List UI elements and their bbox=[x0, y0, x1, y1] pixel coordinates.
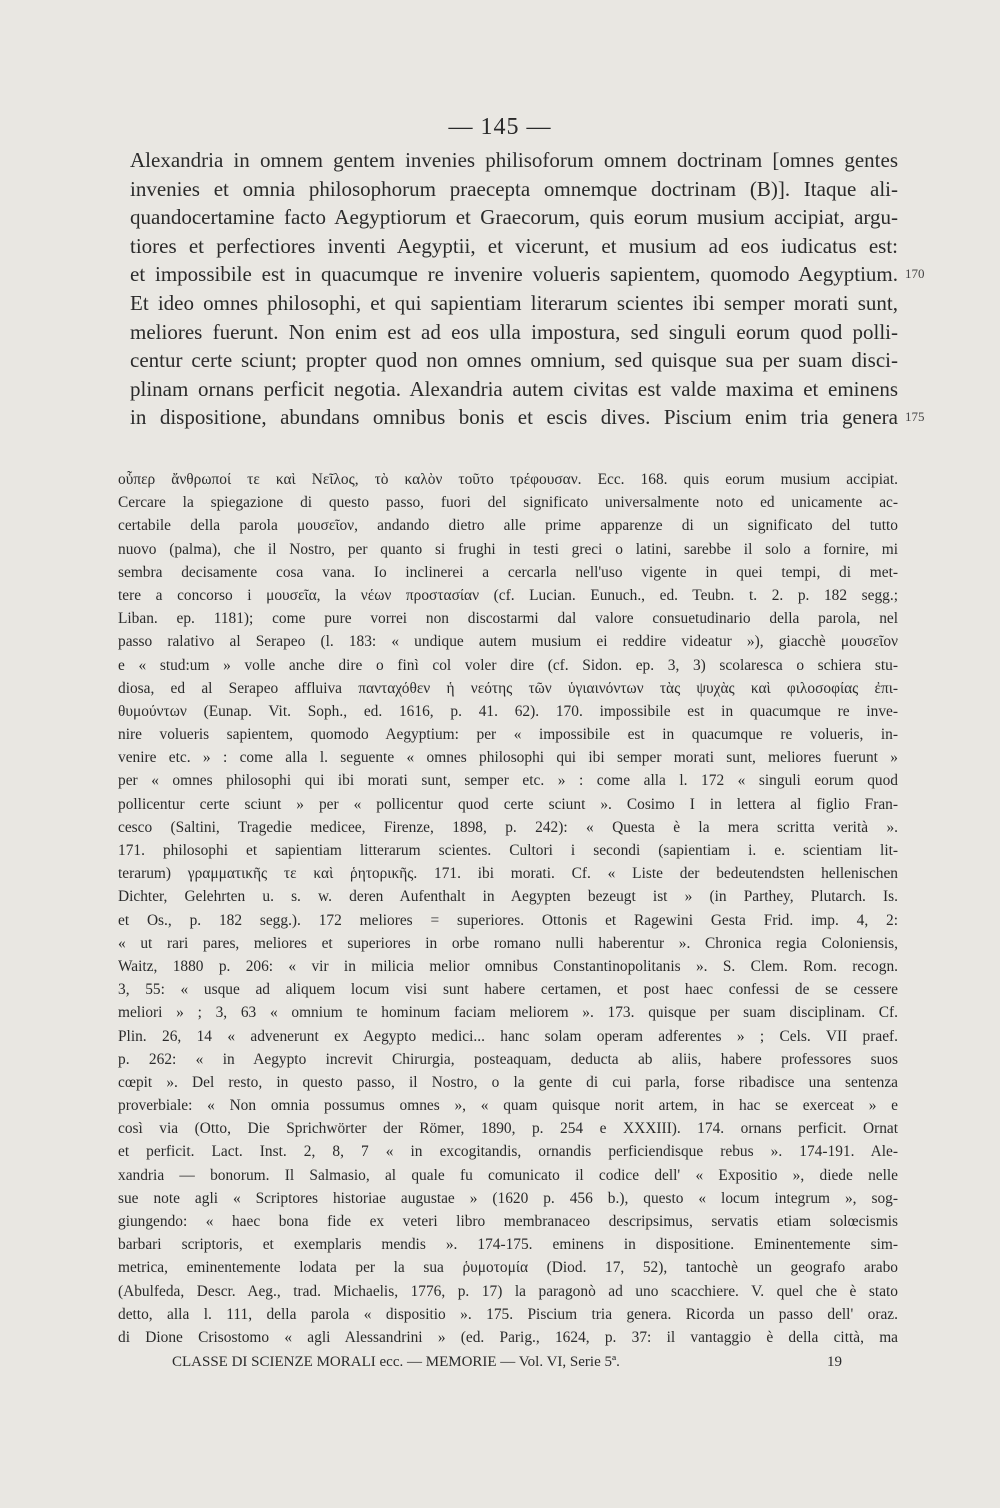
note-line: certabile della parola μουσεῖον, andando dietro alle prime apparenze di un significato del tutto bbox=[118, 517, 898, 535]
note-line: Waitz, 1880 p. 206: « vir in milicia melior omnibus Constantinopolitanis ». S. Clem. Rom. recogn. bbox=[118, 957, 898, 975]
note-line: p. 262: « in Aegypto increvit Chirurgia, posteaquam, deducta ab aliis, habere professores suos bbox=[118, 1050, 898, 1068]
note-line: « ut rari pares, meliores et superiores in orbe romano nulli haberentur ». Chronica regia Coloniensis, bbox=[118, 934, 898, 952]
note-line: e « stud:um » volle anche dire o finì col voler dire (cf. Sidon. ep. 3, 3) scolaresca o schiera stu- bbox=[118, 656, 898, 674]
commentary-notes bbox=[118, 468, 898, 1349]
main-text-line bbox=[130, 232, 898, 261]
note-line: proverbiale: « Non omnia possumus omnes », « quam quisque norit artem, in hac se exerceat » e bbox=[118, 1097, 898, 1115]
line-number: 175 bbox=[905, 409, 925, 425]
note-line: cœpit ». Del resto, in questo passo, il Nostro, o la gente di cui parla, forse ribadisce una sentenza bbox=[118, 1073, 898, 1091]
note-line: diosa, ed al Serapeo affluiva πανταχόθεν ἡ νεότης τῶν ὑγιαινόντων τὰς ψυχὰς καὶ φιλοσοφίας ἐπι- bbox=[118, 679, 898, 697]
note-line: sue note agli « Scriptores historiae augustae » (1620 p. 456 b.), questo « locum integrum », sog- bbox=[118, 1189, 898, 1207]
note-line: sembra decisamente cosa vana. Io inclinerei a cercarla nell'uso vigente in quei tempi, di met- bbox=[118, 563, 898, 581]
note-line: barbari scriptoris, et exemplaris mendis ». 174-175. eminens in dispositione. Eminentemente sim- bbox=[118, 1236, 898, 1254]
note-line: meliori » ; 3, 63 « omnium te hominum faciam meliorem ». 173. quisque per suam disciplinam. Cf. bbox=[118, 1004, 898, 1022]
note-line: (Abulfeda, Descr. Aeg., trad. Michaelis, 1776, p. 17) la paragonò ad uno scacchiere. V. quel che è stato bbox=[118, 1282, 898, 1300]
note-line: cesco (Saltini, Tragedie medicee, Firenze, 1898, p. 242): « Questa è la mera scritta verità ». bbox=[118, 818, 898, 836]
main-text-line-content: et impossibile est in quacumque re invenire volueris sapientem, quomodo Aegyptium. bbox=[130, 262, 898, 287]
note-line: passo ralativo al Serapeo (l. 183: « undique autem musium ei reddire videatur »), giacchè μουσεῖον bbox=[118, 633, 898, 651]
main-text-line bbox=[130, 260, 925, 289]
note-line: οὗπερ ἄνθρωποί τε καὶ Νεῖλος, τὸ καλὸν τοῦτο τρέφουσαν. Ecc. 168. quis eorum musium accipiat. bbox=[118, 471, 898, 488]
note-line: pollicentur certe sciunt » per « pollicentur quod certe sciunt ». Cosimo I in lettera al figlio Fran- bbox=[118, 795, 898, 813]
note-line: θυμούντων (Eunap. Vit. Soph., ed. 1616, p. 41. 62). 170. impossibile est in quacumque re inve- bbox=[118, 702, 898, 720]
main-text-line-content: centur certe sciunt; propter quod non omnes omnium, sed quisque sua per suam disci- bbox=[130, 348, 898, 373]
note-line: per « omnes philosophi qui ibi morati sunt, semper etc. » : come alla l. 172 « singuli eorum quod bbox=[118, 772, 898, 790]
footer-series: CLASSE DI SCIENZE MORALI ecc. — MEMORIE — Vol. VI, Serie 5ª. bbox=[172, 1354, 620, 1370]
main-text-line bbox=[130, 146, 898, 175]
main-text-line-content: invenies et omnia philosophorum praecepta omnemque doctrinam (B)]. Itaque ali- bbox=[130, 176, 898, 201]
note-line: nuovo (palma), che il Nostro, per quanto si frughi in testi greci o latini, sarebbe il solo a fornire, mi bbox=[118, 540, 898, 558]
line-number: 170 bbox=[905, 266, 925, 282]
note-line: Cercare la spiegazione di questo passo, fuori del significato universalmente noto ed unicamente ac- bbox=[118, 494, 898, 512]
main-text-line-content: plinam ornans perficit negotia. Alexandria autem civitas est valde maxima et eminens bbox=[130, 376, 898, 401]
note-line: venire etc. » : come alla l. seguente « omnes philosophi qui ibi semper morati sunt, meliores fuerunt » bbox=[118, 749, 898, 767]
note-line: 3, 55: « usque ad aliquem locum visi sunt habere certamen, et post haec confessi de se cessere bbox=[118, 981, 898, 999]
note-line: Dichter, Gelehrten u. s. w. deren Aufenthalt in Aegypten bezeugt ist » (in Parthey, Plutarch. Is. bbox=[118, 888, 898, 906]
main-text-line-content: quandocertamine facto Aegyptiorum et Graecorum, quis eorum musium accipiat, argu- bbox=[130, 205, 898, 230]
page-number: — 145 — bbox=[448, 114, 552, 140]
main-text-line-content: Et ideo omnes philosophi, et qui sapientiam literarum scientes ibi semper morati sunt, bbox=[130, 290, 898, 315]
note-line: Liban. ep. 1181); come pure vorrei non discostarmi dal valore consuetudinario della parola, nel bbox=[118, 610, 898, 628]
note-line: et perficit. Lact. Inst. 2, 8, 7 « in excogitandis, ornandis perficiendisque rebus ». 174-191. Ale- bbox=[118, 1143, 898, 1161]
note-line: 171. philosophi et sapientiam litterarum scientes. Cultori i secondi (sapientiam i. e. scientiam lit- bbox=[118, 842, 898, 859]
main-text-line bbox=[130, 318, 898, 347]
note-line: xandria — bonorum. Il Salmasio, al quale fu comunicato il codice dell' « Expositio », diede nelle bbox=[118, 1166, 898, 1184]
main-text-line bbox=[130, 289, 898, 318]
note-line: terarum) γραμματικῆς τε καὶ ῥητορικῆς. 171. ibi morati. Cf. « Liste der bedeutendsten hellenischen bbox=[118, 865, 898, 883]
page-footer bbox=[172, 1354, 842, 1371]
note-line: tere a concorso i μουσεῖα, la νέων προστασίαν (cf. Lucian. Eunuch., ed. Teubn. t. 2. p. 182 segg.; bbox=[118, 586, 898, 604]
note-line: nire volueris sapientem, quomodo Aegyptium: per « impossibile est in quacumque re volueris, in- bbox=[118, 726, 898, 744]
note-line: di Dione Crisostomo « agli Alessandrini » (ed. Parig., 1624, p. 37: il vantaggio è della città, ma bbox=[118, 1328, 898, 1346]
main-text-line bbox=[130, 375, 898, 404]
note-line: detto, alla l. 111, della parola « dispositio ». 175. Piscium tria genera. Ricorda un passo dell' oraz. bbox=[118, 1305, 898, 1323]
main-text-line bbox=[130, 203, 898, 232]
note-line: giungendo: « haec bona fide ex veteri libro membranaceo descripsimus, servatis etiam solœcismis bbox=[118, 1213, 898, 1230]
main-text-line-content: in dispositione, abundans omnibus bonis et escis dives. Piscium enim tria genera bbox=[130, 405, 898, 430]
main-text-line bbox=[130, 403, 925, 432]
note-line: et Os., p. 182 segg.). 172 meliores = superiores. Ottonis et Ragewini Gesta Frid. imp. 4, 2: bbox=[118, 911, 898, 929]
main-text-line-content: meliores fuerunt. Non enim est ad eos ulla impostura, sed singuli eorum quod polli- bbox=[130, 319, 898, 344]
main-text-line bbox=[130, 346, 898, 375]
footer-signature: 19 bbox=[827, 1354, 842, 1370]
note-line: Plin. 26, 14 « advenerunt ex Aegypto medici... hanc solam operam adferentes » ; Cels. VII praef. bbox=[118, 1027, 898, 1045]
note-line: così via (Otto, Die Sprichwörter der Römer, 1890, p. 254 e XXXIII). 174. ornans perficit. Ornat bbox=[118, 1120, 898, 1138]
note-line: metrica, eminentemente lodata per la sua ῥυμοτομία (Diod. 17, 52), tantochè un geografo arabo bbox=[118, 1259, 898, 1277]
main-text-line-content: tiores et perfectiores inventi Aegyptii, et vicerunt, et musium ad eos iudicatus est: bbox=[130, 233, 898, 258]
main-text bbox=[130, 146, 925, 432]
main-text-line-content: Alexandria in omnem gentem invenies philisoforum omnem doctrinam [omnes gentes bbox=[130, 148, 898, 172]
main-text-line bbox=[130, 175, 898, 204]
